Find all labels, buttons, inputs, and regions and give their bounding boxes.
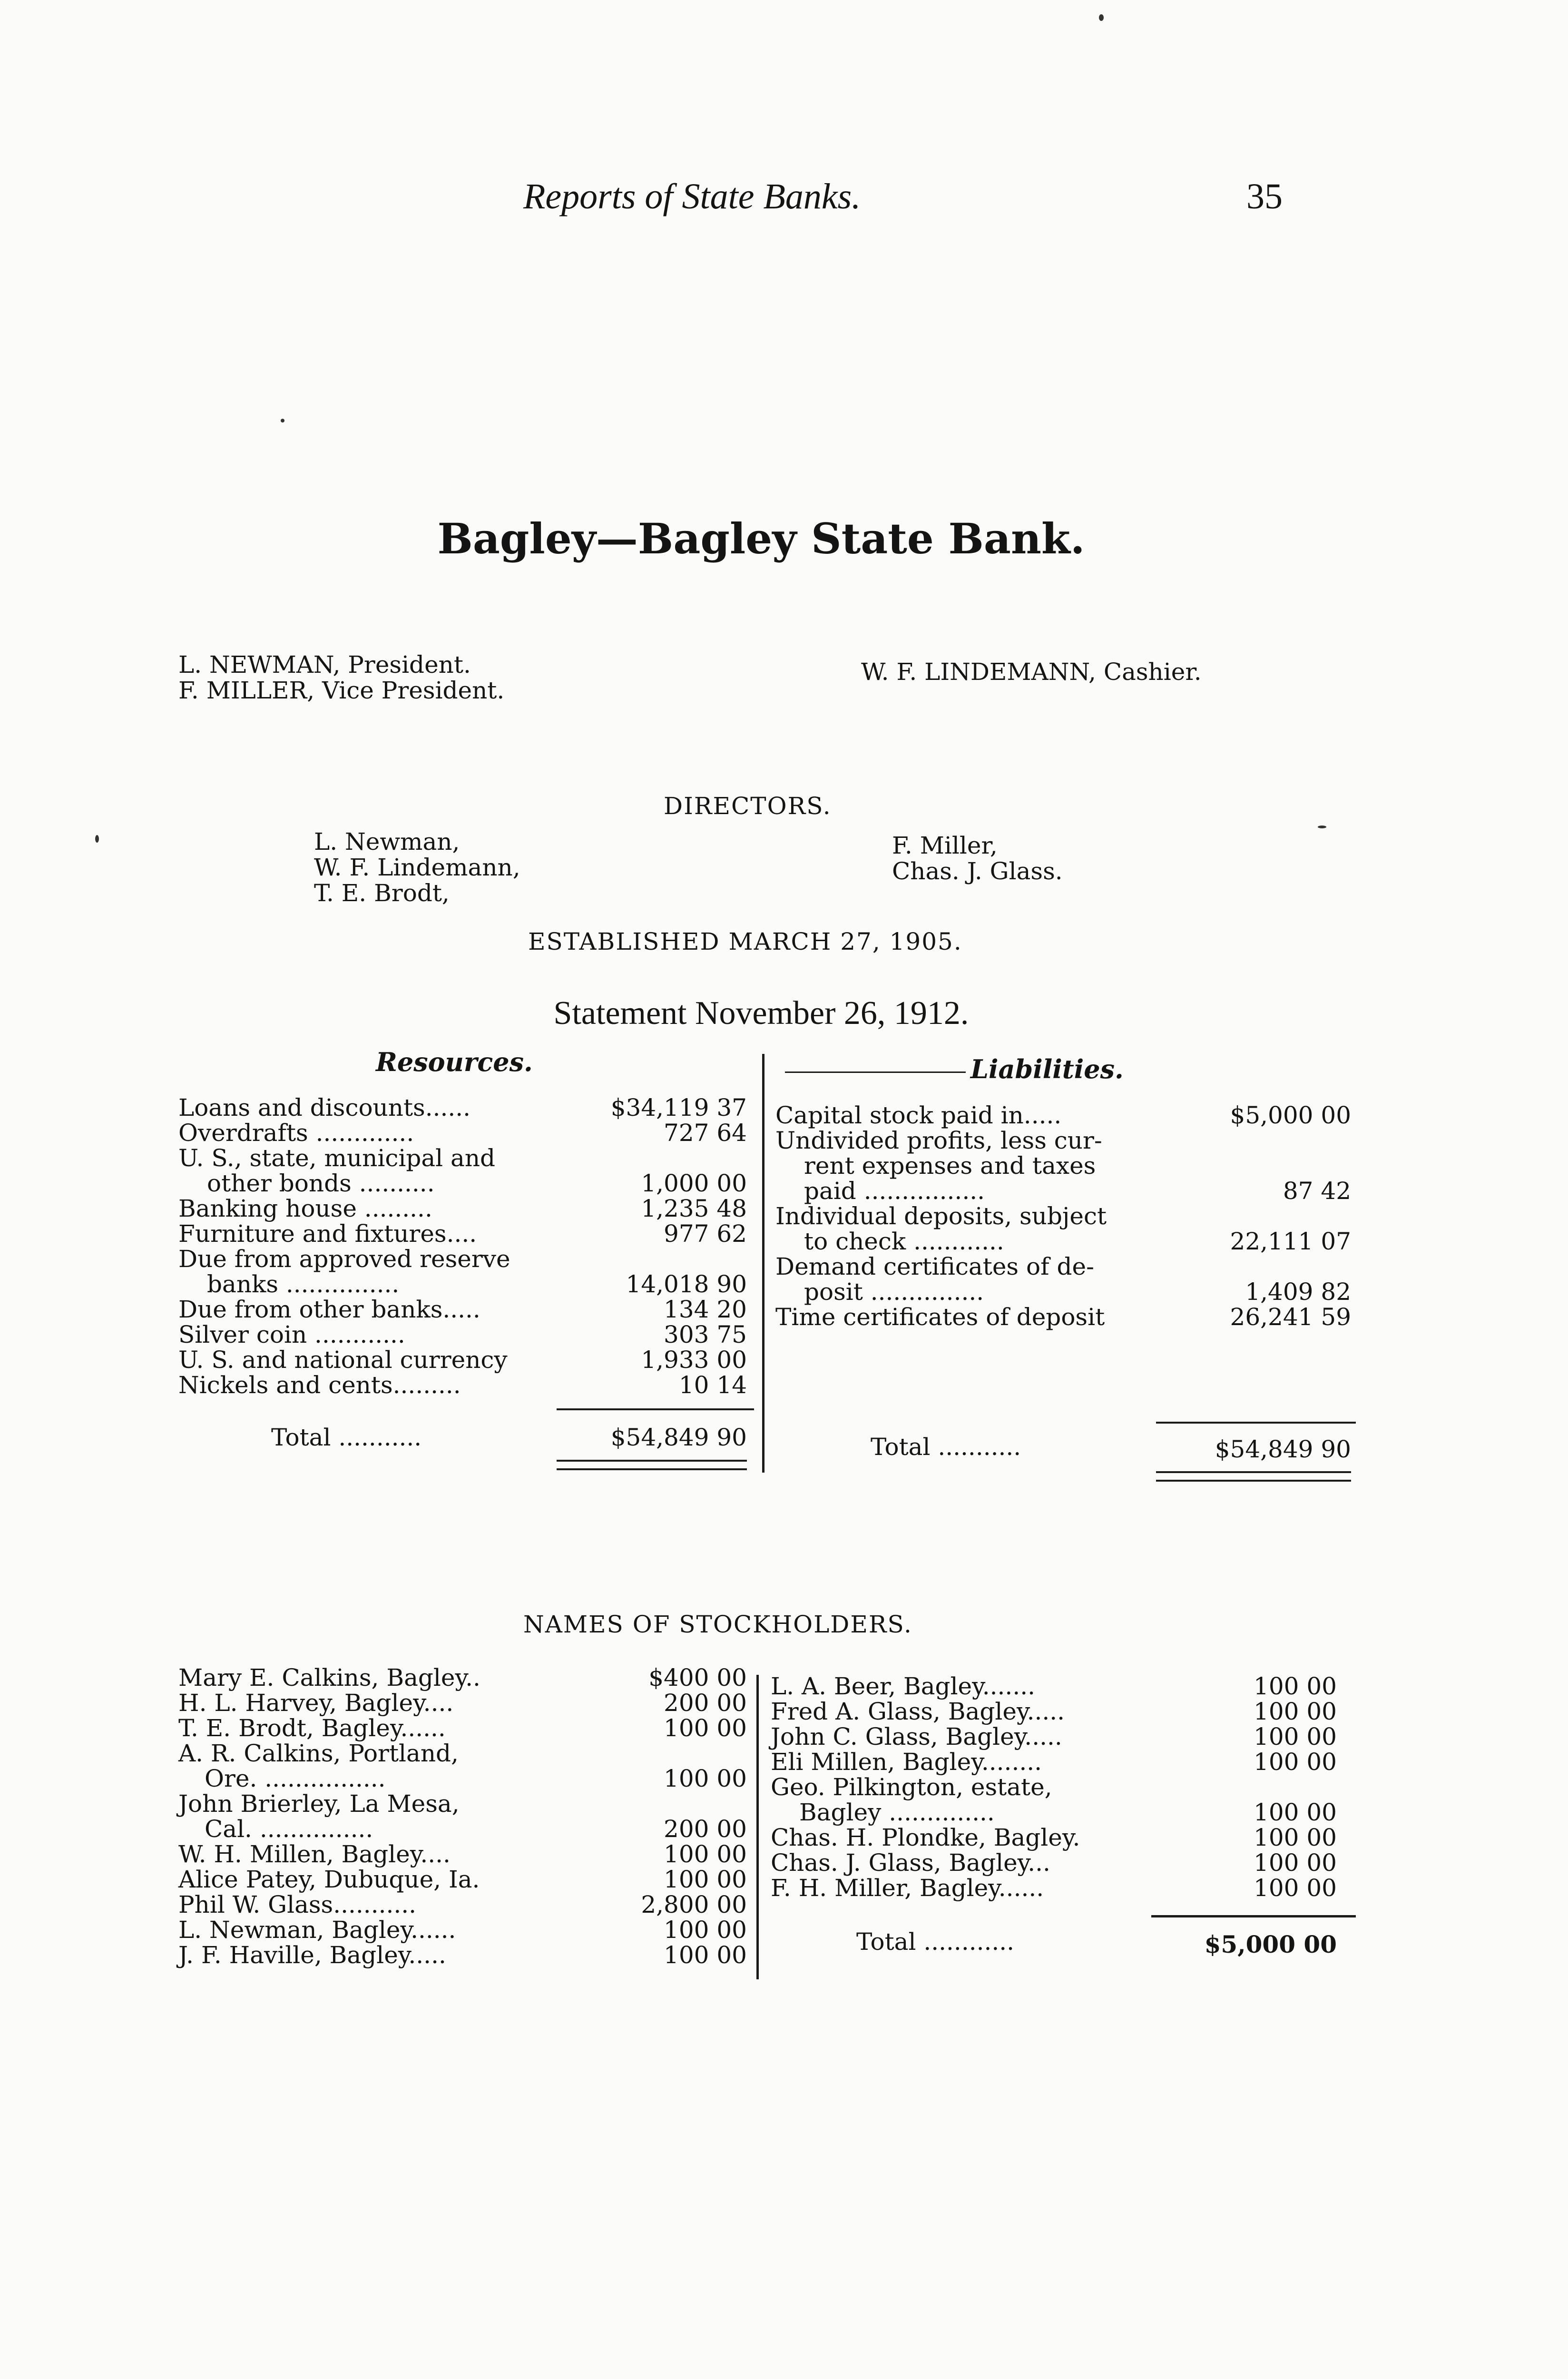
resource-line-amount: 977 62 <box>664 1220 747 1248</box>
print-speck <box>1318 826 1326 828</box>
liability-line-amount: 87 42 <box>1283 1177 1351 1205</box>
resource-line-amount: 1,235 48 <box>641 1195 747 1222</box>
stockholder-label: Chas. H. Plondke, Bagley. <box>771 1824 1080 1851</box>
resource-line-amount: 1,000 00 <box>641 1170 747 1197</box>
stockholder-amount: 100 00 <box>1254 1748 1337 1776</box>
stockholder-label: A. R. Calkins, Portland, <box>178 1740 459 1767</box>
stockholder-label: John Brierley, La Mesa, <box>178 1790 460 1818</box>
liability-line-label: Undivided profits, less cur- <box>775 1127 1102 1154</box>
resource-line-amount: 14,018 90 <box>626 1270 747 1298</box>
stockholder-label: W. H. Millen, Bagley.... <box>178 1840 451 1868</box>
stockholder-amount: 200 00 <box>664 1815 747 1843</box>
stockholders-total-rule <box>1151 1915 1356 1917</box>
resource-line-label: Due from approved reserve <box>178 1245 510 1273</box>
stockholder-label: Mary E. Calkins, Bagley.. <box>178 1664 480 1691</box>
page-number: 35 <box>1246 177 1283 216</box>
resource-line-label: Banking house ......... <box>178 1195 432 1222</box>
liability-line-label: Individual deposits, subject <box>775 1202 1107 1230</box>
liability-line-label: Capital stock paid in..... <box>775 1101 1062 1129</box>
resource-line-label: U. S., state, municipal and <box>178 1144 496 1172</box>
liability-line-amount: 1,409 82 <box>1245 1278 1351 1306</box>
stockholder-label: Alice Patey, Dubuque, Ia. <box>178 1866 480 1893</box>
officer-cashier: W. F. LINDEMANN, Cashier. <box>861 658 1202 686</box>
liability-line-amount: 26,241 59 <box>1230 1303 1351 1331</box>
print-speck <box>95 835 99 843</box>
stockholder-label: Eli Millen, Bagley........ <box>771 1748 1042 1776</box>
liabilities-total-amount: $54,849 90 <box>1215 1435 1351 1463</box>
resource-line-label: banks ............... <box>207 1270 400 1298</box>
stockholder-label: J. F. Haville, Bagley..... <box>178 1941 446 1969</box>
stockholder-amount: 2,800 00 <box>641 1891 747 1918</box>
stockholder-amount: 100 00 <box>664 1765 747 1792</box>
director-name: W. F. Lindemann, <box>314 854 520 881</box>
liabilities-double-rule <box>1156 1471 1351 1482</box>
stockholder-amount: 100 00 <box>1254 1874 1337 1902</box>
stockholder-amount: 100 00 <box>664 1840 747 1868</box>
director-name: F. Miller, <box>892 832 998 859</box>
stockholder-amount: 100 00 <box>1254 1799 1337 1826</box>
resource-line-label: other bonds .......... <box>207 1170 435 1197</box>
resource-line-amount: 1,933 00 <box>641 1346 747 1374</box>
stockholder-amount: 100 00 <box>1254 1723 1337 1750</box>
resource-line-label: Nickels and cents......... <box>178 1371 461 1399</box>
liabilities-heading-rule <box>785 1072 966 1073</box>
stockholder-label: Geo. Pilkington, estate, <box>771 1773 1052 1801</box>
resource-line-label: Overdrafts ............. <box>178 1119 414 1147</box>
liability-line-amount: $5,000 00 <box>1230 1101 1351 1129</box>
stockholder-amount: 100 00 <box>664 1866 747 1893</box>
liability-line-label: paid ................ <box>804 1177 985 1205</box>
liabilities-total-rule <box>1156 1422 1356 1424</box>
liabilities-heading: Liabilities. <box>970 1054 1124 1084</box>
liability-line-label: rent expenses and taxes <box>804 1152 1096 1180</box>
resource-line-amount: 134 20 <box>664 1296 747 1323</box>
stockholder-amount: $400 00 <box>648 1664 747 1691</box>
directors-heading: DIRECTORS. <box>664 792 832 820</box>
bank-title: Bagley—Bagley State Bank. <box>437 514 1085 563</box>
liability-line-label: posit ............... <box>804 1278 984 1306</box>
liabilities-total-label: Total ........... <box>871 1433 1021 1461</box>
stockholder-label: H. L. Harvey, Bagley.... <box>178 1689 454 1717</box>
officer-president: L. NEWMAN, President. <box>178 651 471 678</box>
resources-total-label: Total ........... <box>271 1424 422 1451</box>
stockholder-label: L. Newman, Bagley...... <box>178 1916 456 1944</box>
director-name: Chas. J. Glass. <box>892 857 1063 885</box>
resource-line-label: Due from other banks..... <box>178 1296 480 1323</box>
stockholders-total-label: Total ............ <box>856 1928 1015 1956</box>
established-date: ESTABLISHED MARCH 27, 1905. <box>528 928 962 955</box>
running-header-title: Reports of State Banks. <box>523 177 861 216</box>
stockholder-amount: 200 00 <box>664 1689 747 1717</box>
stockholders-column-divider <box>756 1675 759 1979</box>
stockholders-total-amount: $5,000 00 <box>1204 1930 1337 1958</box>
stockholder-amount: 100 00 <box>664 1941 747 1969</box>
resource-line-label: Silver coin ............ <box>178 1321 405 1348</box>
directors-left <box>314 829 520 906</box>
stockholders-heading: NAMES OF STOCKHOLDERS. <box>523 1611 912 1638</box>
liability-line-amount: 22,111 07 <box>1230 1228 1351 1255</box>
print-speck <box>281 419 284 423</box>
stockholder-label: T. E. Brodt, Bagley...... <box>178 1714 446 1742</box>
stockholder-amount: 100 00 <box>664 1916 747 1944</box>
resource-line-amount: 727 64 <box>664 1119 747 1147</box>
stockholder-label: Bagley .............. <box>799 1799 995 1826</box>
stockholder-amount: 100 00 <box>1254 1824 1337 1851</box>
resource-line-amount: $34,119 37 <box>610 1094 747 1121</box>
statement-title: Statement November 26, 1912. <box>553 995 969 1032</box>
stockholder-label: John C. Glass, Bagley..... <box>771 1723 1062 1750</box>
stockholder-amount: 100 00 <box>1254 1849 1337 1877</box>
resources-total-amount: $54,849 90 <box>610 1424 747 1451</box>
stockholder-label: L. A. Beer, Bagley....... <box>771 1672 1036 1700</box>
stockholder-amount: 100 00 <box>1254 1672 1337 1700</box>
resources-double-rule <box>557 1460 747 1470</box>
stockholder-label: Fred A. Glass, Bagley..... <box>771 1698 1065 1725</box>
directors-right <box>892 833 1063 884</box>
stockholder-label: F. H. Miller, Bagley...... <box>771 1874 1044 1902</box>
liability-line-label: to check ............ <box>804 1228 1004 1255</box>
print-speck <box>1099 14 1104 21</box>
resources-total-rule <box>557 1408 754 1410</box>
stockholder-amount: 100 00 <box>664 1714 747 1742</box>
statement-column-divider <box>762 1054 764 1473</box>
resource-line-amount: 10 14 <box>678 1371 747 1399</box>
liability-line-label: Demand certificates of de- <box>775 1253 1094 1280</box>
director-name: T. E. Brodt, <box>314 879 450 907</box>
liability-line-label: Time certificates of deposit <box>775 1303 1105 1331</box>
stockholder-label: Ore. ................ <box>205 1765 386 1792</box>
stockholder-label: Cal. ............... <box>205 1815 373 1843</box>
stockholder-label: Phil W. Glass........... <box>178 1891 417 1918</box>
resource-line-label: U. S. and national currency <box>178 1346 508 1374</box>
resource-line-amount: 303 75 <box>664 1321 747 1348</box>
resource-line-label: Furniture and fixtures.... <box>178 1220 477 1248</box>
officer-vice-president: F. MILLER, Vice President. <box>178 677 505 704</box>
resource-line-label: Loans and discounts...... <box>178 1094 471 1121</box>
director-name: L. Newman, <box>314 828 460 855</box>
stockholder-amount: 100 00 <box>1254 1698 1337 1725</box>
resources-heading: Resources. <box>376 1047 533 1077</box>
stockholder-label: Chas. J. Glass, Bagley... <box>771 1849 1050 1877</box>
